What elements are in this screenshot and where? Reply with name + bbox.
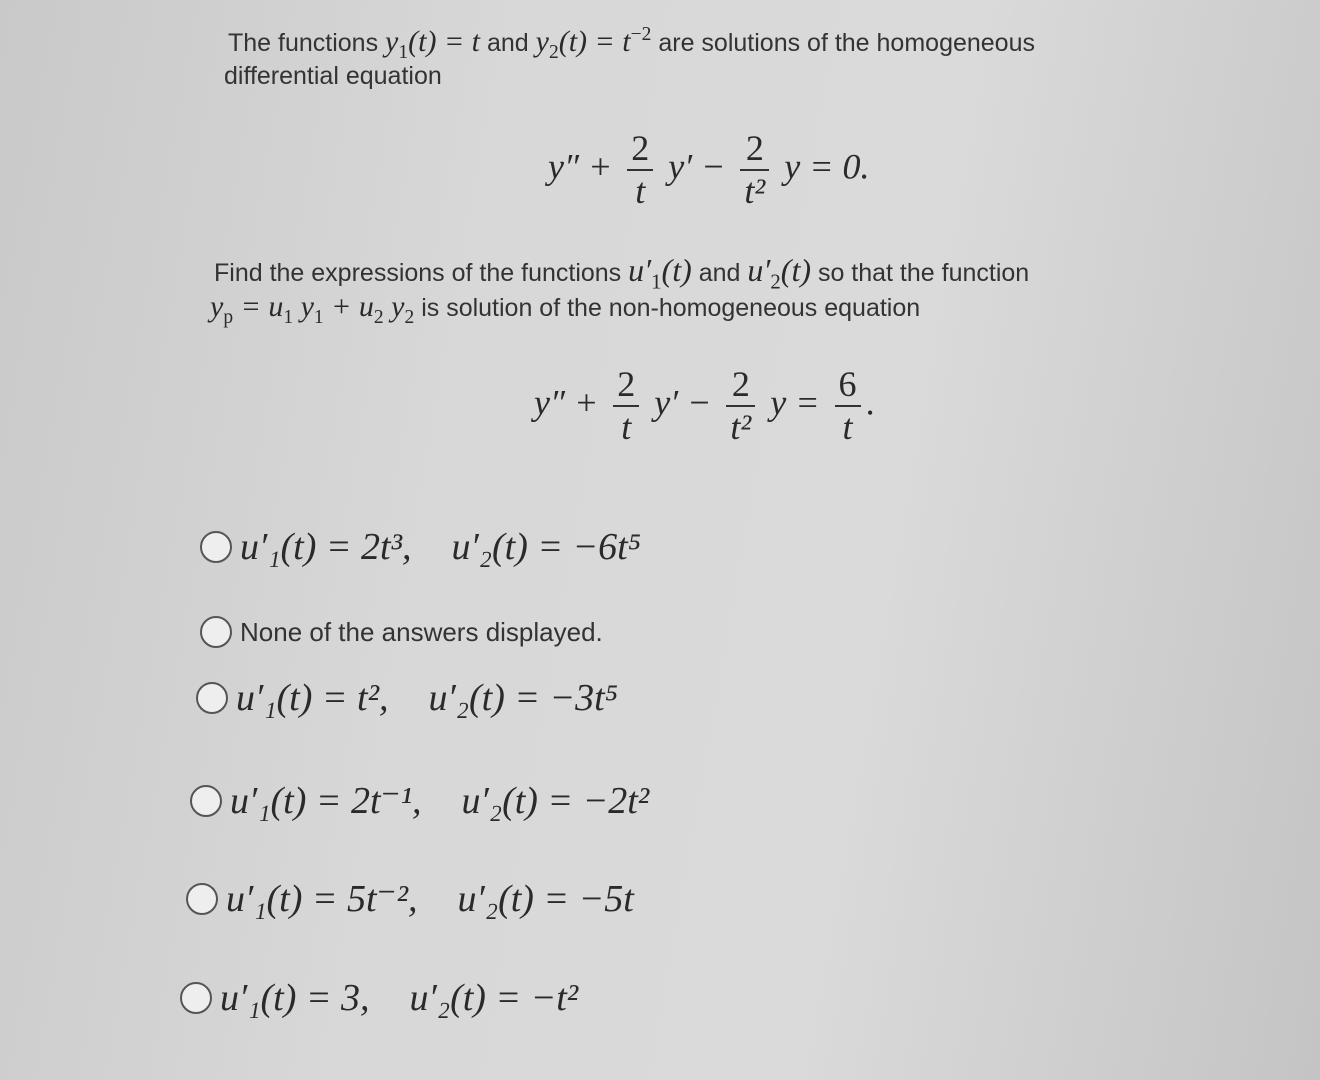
radio-button[interactable] — [190, 785, 222, 817]
option-6-u1: u′₁(t) = 3, — [220, 977, 370, 1019]
intro-text-b: are solutions of the homogeneous — [658, 29, 1035, 57]
intro-line-1 — [228, 24, 1035, 64]
option-1-u1: u′₁(t) = 2t³, — [240, 526, 412, 568]
option-2-text: None of the answers displayed. — [240, 616, 603, 647]
option-4-u1: u′₁(t) = 2t⁻¹, — [230, 780, 422, 822]
option-6-u2: u′₂(t) = −t² — [409, 977, 579, 1019]
option-5-u2: u′₂(t) = −5t — [457, 878, 634, 920]
intro-and: and — [486, 29, 529, 57]
answer-option-3[interactable] — [196, 676, 618, 720]
answer-option-6[interactable] — [180, 976, 578, 1020]
intro-text-a: The functions — [228, 29, 379, 57]
radio-button[interactable] — [200, 616, 232, 648]
intro-line-2: differential equation — [224, 62, 442, 90]
question-text-c: is solution of the non-homogeneous equation — [421, 294, 921, 322]
answer-option-5[interactable] — [186, 876, 634, 921]
homogeneous-equation — [548, 128, 870, 213]
answer-option-4[interactable] — [190, 778, 649, 823]
answer-option-1[interactable] — [200, 525, 641, 569]
nheq-mid: y′ − — [654, 382, 712, 423]
y2-subscript: 2 — [548, 42, 559, 63]
radio-button[interactable] — [196, 682, 228, 714]
radio-button[interactable] — [186, 883, 218, 915]
option-4-u2: u′₂(t) = −2t² — [461, 780, 650, 822]
question-text-b: so that the function — [817, 259, 1030, 287]
option-5-u1: u′₁(t) = 5t⁻², — [226, 878, 418, 920]
nheq-fraction-3: $\frac{6}{t}$ — [835, 364, 861, 449]
heq-rhs: y = 0. — [784, 146, 870, 187]
y1-symbol: y — [385, 25, 399, 58]
option-3-u2: u′₂(t) = −3t⁵ — [428, 677, 618, 719]
nheq-lhs: y″ + — [534, 382, 599, 423]
radio-button[interactable] — [200, 531, 232, 563]
y1-subscript: 1 — [398, 42, 409, 63]
y2-symbol: y — [535, 25, 549, 58]
nheq-fraction-2: $\frac{2}{\text{t²}}$ — [726, 364, 755, 449]
y2-definition: (t) = t — [558, 25, 631, 58]
question-line-2: $y_p = u_1$ $y_1 + u_2$ $y_2$ is solution of the non-homogeneous equation — [210, 290, 921, 328]
answer-option-2[interactable] — [200, 616, 603, 648]
heq-fraction-2: $\frac{2}{\text{t²}}$ — [740, 128, 769, 213]
y2-exponent: −2 — [630, 24, 652, 45]
radio-button[interactable] — [180, 982, 212, 1014]
nheq-eq: y = — [770, 382, 820, 423]
heq-lhs: y″ + — [548, 146, 613, 187]
y1-definition: (t) = t — [408, 25, 481, 58]
nonhomogeneous-equation: y″ + $\frac{2}{t}$ y′ − $\frac{2}{\text{t²}}$ y = $\frac{6}{t}$ . — [534, 364, 876, 448]
heq-fraction-1: $\frac{2}{t}$ — [627, 128, 653, 213]
question-text-a: Find the expressions of the functions — [214, 259, 622, 287]
heq-mid: y′ − — [668, 146, 726, 187]
option-1-u2: u′₂(t) = −6t⁵ — [451, 526, 641, 568]
nheq-fraction-1: $\frac{2}{t}$ — [613, 364, 639, 449]
option-3-u1: u′₁(t) = t², — [236, 677, 389, 719]
question-line-1: Find the expressions of the functions $u'_1(t)$ and $u'_2(t)$ so that the function — [214, 252, 1030, 294]
